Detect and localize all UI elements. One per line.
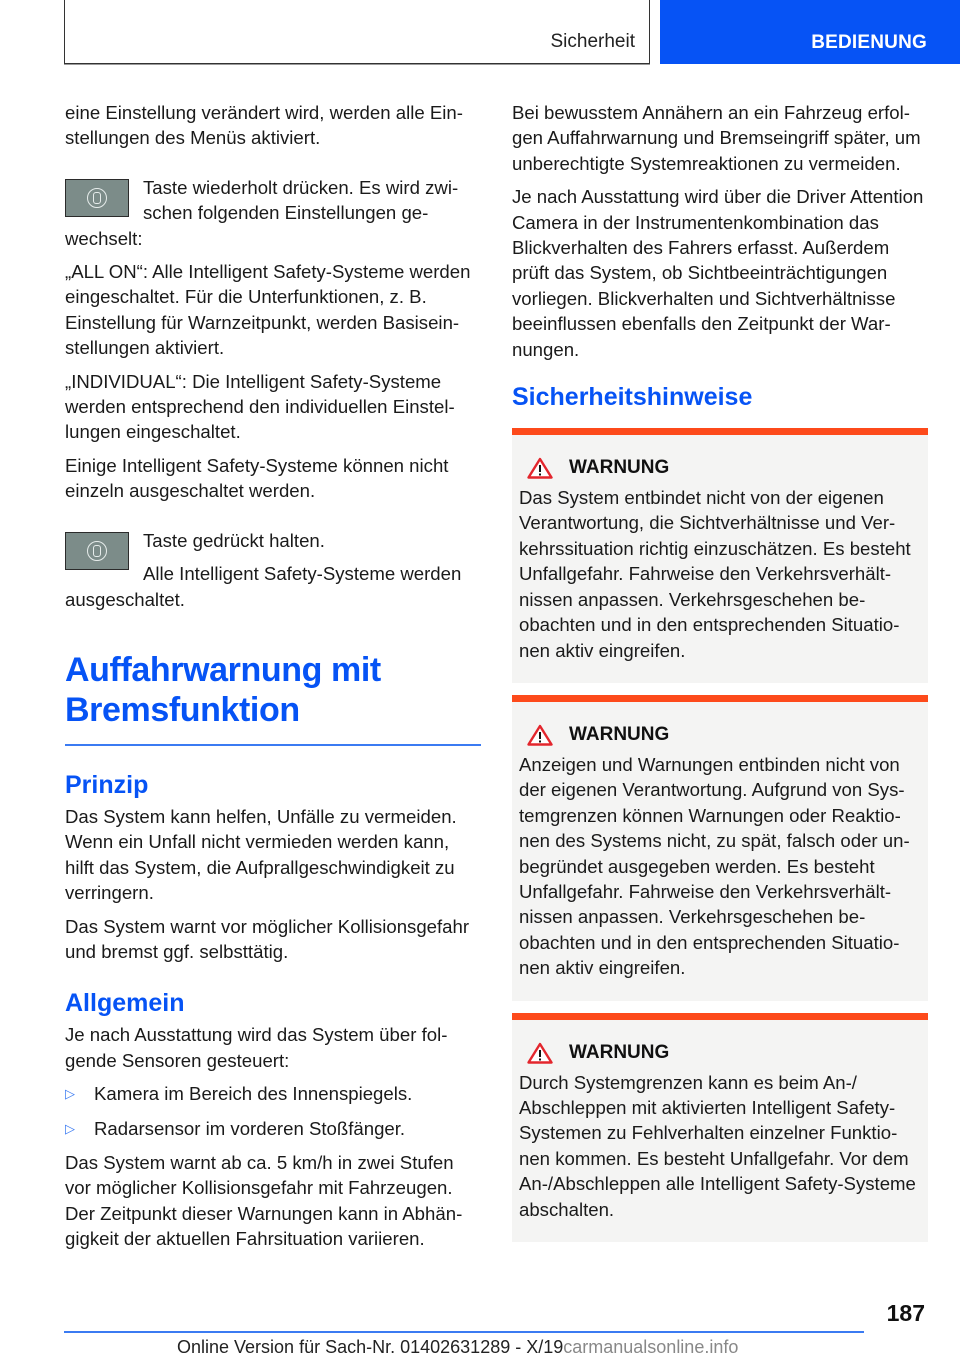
button-instruction-text: Taste wiederholt drücken. Es wird zwischen folgenden Einstellungen gewechselt: (65, 176, 459, 249)
individual-paragraph: „INDIVIDUAL“: Die Intelligent Safety-Systeme werden entsprechend den individuellen Einstellungen eingeschaltet. (65, 370, 455, 443)
approach-paragraph: Bei bewusstem Annähern an ein Fahrzeug erfolgen Auffahrwarnung und Bremseingriff später, um unberechtigte Systemreaktionen zu vermeiden. (512, 102, 921, 174)
warning-title: WARNUNG (569, 723, 670, 745)
warning-text: Durch Systemgrenzen kann es beim An-/ Abschleppen mit aktivierten Intelligent Safety-Systemen zu Fehlverhalten einzelner Funktionen kommen. Es besteht Unfallgefahr. Vor dem An-/Abschleppen alle Intelligent Safety-Systeme abschalten. (519, 1071, 916, 1220)
intelligent-safety-button-icon (65, 532, 129, 570)
header-section-title: Sicherheit (550, 31, 635, 52)
warning-text: Anzeigen und Warnungen entbinden nicht von der eigenen Verantwortung. Aufgrund von Systemgrenzen können Warnungen oder Reaktionen des Systems nicht, zu spät, falsch oder unbegründet ausgegeben werden. Es besteht Unfallgefahr. Fahrweise den Verkehrsverhältnissen anpassen. Verkehrsgeschehen beobachten und in den entsprechenden Situationen aktiv eingreifen. (519, 753, 910, 979)
driver-attention-paragraph: Je nach Ausstattung wird über die Driver Attention Camera in der Instrumentenkombination das Blickverhalten des Fahrers erfasst. Außerdem prüft das System, ob Sichtbeeinträchtigungen vorliegen. Blickverhalten und Sichtverhältnisse beeinflussen ebenfalls den Zeitpunkt der Warnungen. (512, 186, 924, 360)
button-instruction-2 (65, 528, 481, 612)
allgemein-paragraph-1: Je nach Ausstattung wird das System über folgende Sensoren gesteuert: (65, 1024, 448, 1071)
warning-box-2 (512, 695, 928, 1001)
online-version-text: Online Version für Sach-Nr. 01402631289 - X/19 (177, 1337, 564, 1357)
intro-paragraph: eine Einstellung verändert wird, werden alle Einstellungen des Menüs aktiviert. (65, 102, 463, 149)
warning-text: Das System entbindet nicht von der eigenen Verantwortung, die Sichtverhältnisse und Verkehrssituation richtig einzuschätzen. Es besteht Unfallgefahr. Fahrweise den Verkehrsverhältnissen anpassen. Verkehrsgeschehen beobachten und in den entsprechenden Situationen aktiv eingreifen. (519, 487, 911, 661)
allgemein-heading: Allgemein (65, 989, 185, 1018)
header-section-box (64, 0, 650, 64)
bullet-triangle-icon: ▷ (65, 1120, 75, 1136)
warning-box-1 (512, 428, 928, 683)
button-hold-result: Alle Intelligent Safety-Systeme werden ausgeschaltet. (65, 563, 462, 610)
header-chapter-title: BEDIENUNG (811, 32, 927, 53)
button-hold-text: Taste gedrückt halten. (143, 529, 325, 551)
right-column (512, 100, 928, 1254)
section-title-rule (65, 744, 481, 746)
section-title: Auffahrwarnung mit Bremsfunktion (65, 650, 381, 729)
watermark-link[interactable]: carmanualsonline.info (563, 1337, 739, 1357)
allgemein-paragraph-2: Das System warnt ab ca. 5 km/h in zwei Stufen vor möglicher Kollisionsgefahr mit Fahrzeugen. Der Zeitpunkt dieser Warnungen kann in Abhängigkeit der aktuellen Fahrsituation variieren. (65, 1151, 463, 1250)
button-instruction-1 (65, 175, 481, 251)
page-number: 187 (886, 1300, 925, 1326)
footer-rule (64, 1331, 864, 1333)
list-item: ▷ Kamera im Bereich des Innenspiegels. (65, 1081, 481, 1106)
warning-triangle-icon (527, 724, 553, 746)
prinzip-paragraph-1: Das System kann helfen, Unfälle zu vermeiden. Wenn ein Unfall nicht vermieden werden kann, hilft das System, die Aufprallgeschwindigkeit zu verringern. (65, 805, 457, 904)
sensor-list (65, 1081, 481, 1141)
footer-line (177, 1337, 738, 1358)
some-systems-paragraph: Einige Intelligent Safety-Systeme können nicht einzeln ausgeschaltet werden. (65, 454, 449, 502)
safety-notes-heading: Sicherheitshinweise (512, 383, 753, 412)
intelligent-safety-button-icon (65, 179, 129, 217)
prinzip-paragraph-2: Das System warnt vor möglicher Kollisionsgefahr und bremst ggf. selbsttätig. (65, 915, 470, 962)
bullet-triangle-icon: ▷ (65, 1086, 75, 1102)
warning-triangle-icon (527, 457, 553, 479)
list-item: ▷ Radarsensor im vorderen Stoßfänger. (65, 1116, 481, 1141)
warning-title: WARNUNG (569, 457, 670, 479)
warning-triangle-icon (527, 1042, 553, 1064)
prinzip-heading: Prinzip (65, 770, 149, 799)
header-chapter-tab (660, 0, 960, 64)
warning-title: WARNUNG (569, 1041, 670, 1063)
left-column (65, 100, 481, 1260)
warning-box-3 (512, 1013, 928, 1242)
all-on-paragraph: „ALL ON“: Alle Intelligent Safety-Systeme werden eingeschaltet. Für die Unterfunktionen, z. B. Einstellung für Warnzeitpunkt, werden Basiseinstellungen aktiviert. (65, 261, 471, 359)
